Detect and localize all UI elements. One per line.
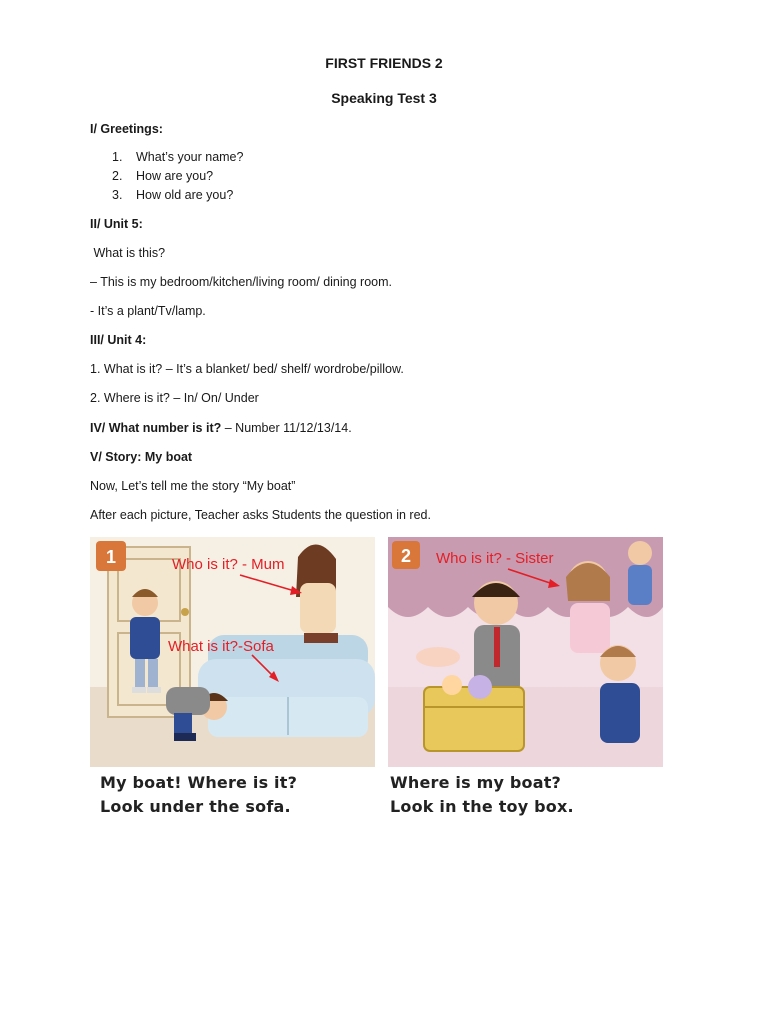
greetings-item bbox=[112, 150, 243, 164]
story-panel-2 bbox=[388, 537, 663, 767]
panel-label-what: What is it?-Sofa bbox=[168, 638, 274, 655]
panel-2-caption-line-1: Where is my boat? bbox=[390, 773, 562, 792]
section-story-heading: V/ Story: My boat bbox=[90, 450, 193, 464]
section-number-line bbox=[90, 421, 352, 435]
greetings-item-number: 2. bbox=[112, 169, 123, 183]
panel-1-caption-line-2: Look under the sofa. bbox=[100, 797, 291, 816]
document-title: FIRST FRIENDS 2 bbox=[325, 55, 443, 71]
unit5-line: - It’s a plant/Tv/lamp. bbox=[90, 304, 206, 318]
section-number-heading: IV/ What number is it? bbox=[90, 421, 222, 435]
unit4-line: 1. What is it? – It’s a blanket/ bed/ shelf/ wordrobe/pillow. bbox=[90, 362, 404, 376]
greetings-item-text: What’s your name? bbox=[136, 150, 244, 164]
unit4-line: 2. Where is it? – In/ On/ Under bbox=[90, 391, 259, 405]
story-line: After each picture, Teacher asks Students the question in red. bbox=[90, 508, 431, 522]
story-panel-1 bbox=[90, 537, 375, 767]
panel-2-caption-line-2: Look in the toy box. bbox=[390, 797, 574, 816]
section-number-answer: – Number 11/12/13/14. bbox=[221, 421, 352, 435]
document-subtitle: Speaking Test 3 bbox=[331, 90, 437, 106]
greetings-item bbox=[112, 169, 213, 183]
panel-1-caption-line-1: My boat! Where is it? bbox=[100, 773, 298, 792]
panel-badge: 1 bbox=[105, 547, 117, 567]
panel-label-who: Who is it? - Mum bbox=[172, 556, 285, 573]
greetings-item bbox=[112, 188, 233, 202]
greetings-item-number: 3. bbox=[112, 188, 123, 202]
greetings-item-text: How old are you? bbox=[136, 188, 234, 202]
greetings-item-text: How are you? bbox=[136, 169, 214, 183]
section-unit5-heading: II/ Unit 5: bbox=[90, 217, 143, 231]
section-unit4-heading: III/ Unit 4: bbox=[90, 333, 147, 347]
story-line: Now, Let’s tell me the story “My boat” bbox=[90, 479, 296, 493]
story-illustration-1 bbox=[90, 537, 375, 767]
unit5-line: What is this? bbox=[90, 246, 166, 260]
section-greetings-heading: I/ Greetings: bbox=[90, 122, 163, 136]
greetings-item-number: 1. bbox=[112, 150, 123, 164]
panel-badge: 2 bbox=[400, 546, 412, 566]
unit5-line: – This is my bedroom/kitchen/living room/ dining room. bbox=[90, 275, 392, 289]
story-illustration-2 bbox=[388, 537, 663, 767]
panel-label-who: Who is it? - Sister bbox=[436, 550, 554, 567]
